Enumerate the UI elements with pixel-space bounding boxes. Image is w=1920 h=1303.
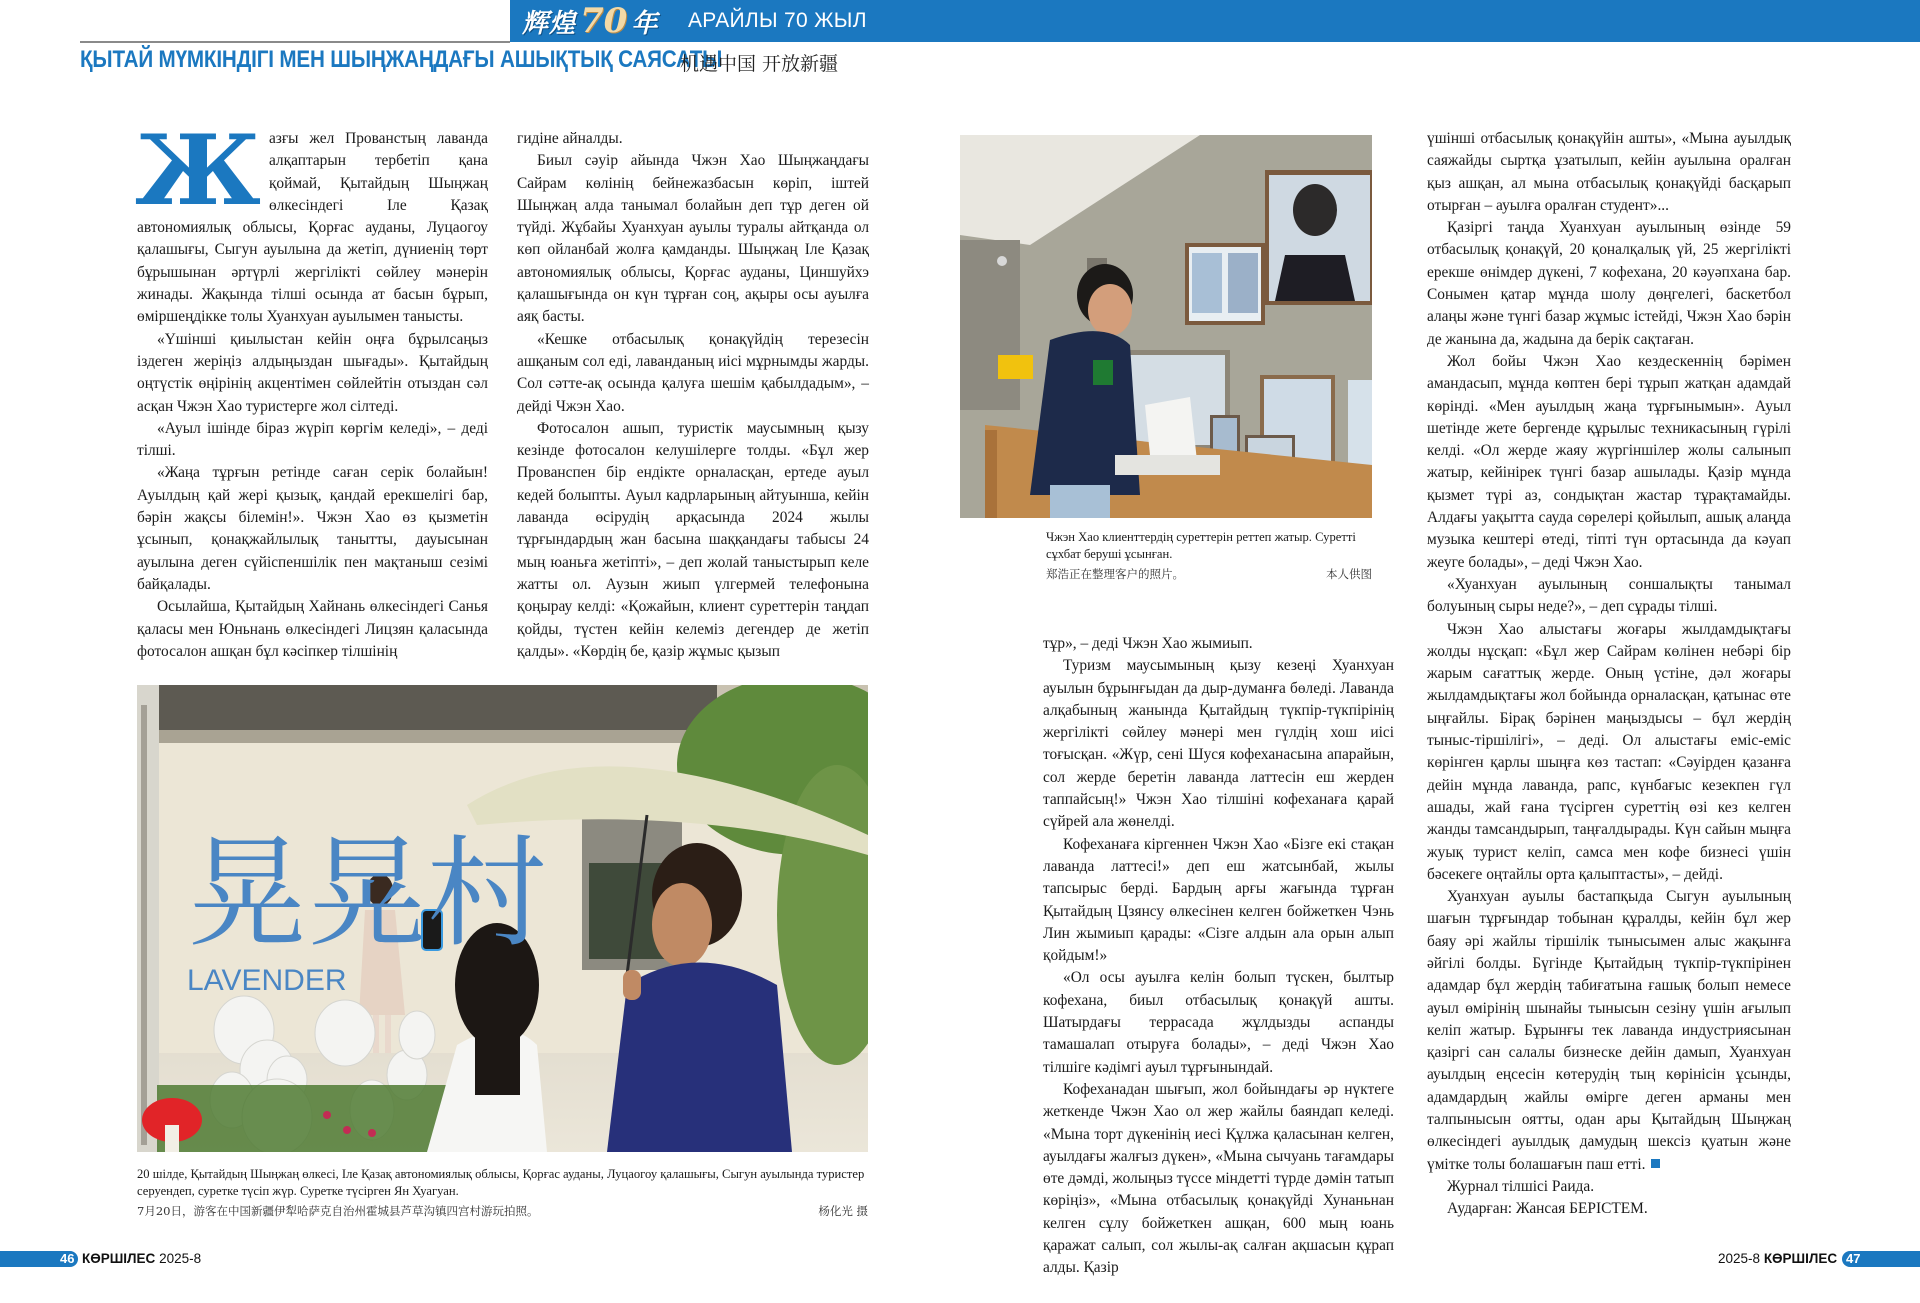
article-column-3 — [1043, 633, 1394, 1280]
magazine-name: КӨРШІЛЕС — [1763, 1251, 1838, 1266]
paragraph: «Кешке отбасылық қонақүйдің терезесін ашқаным сол еді, лаванданың иісі мұрнымды жарды. Сол сәтте-ақ осында қалуға шешім қабылдадым», – дейді Чжэн Хао. — [517, 330, 869, 415]
series-logo-cn-a: 辉煌 — [522, 8, 577, 39]
series-banner — [510, 0, 1920, 42]
paragraph: үшінші отбасылық қонақүйін ашты», «Мына ауылдық саяжайды сыртқа ұзатылып, кейін ауылына оралған қыз ашқан, ал мына отбасылық қонақүйді басқарып отырған – ауылға оралған студент»... — [1427, 130, 1791, 214]
byline-translator: Аударған: Жансая БЕРІСТЕМ. — [1447, 1200, 1648, 1218]
wall-sign-cn: 晃晃村 — [187, 825, 547, 964]
paragraph: «Хуанхуан ауылының соншалықты танымал болуының сыры неде?», – деп сұрады тілші. — [1427, 575, 1791, 616]
photo-lavender-village — [137, 685, 868, 1152]
paragraph: «Үшінші қиылыстан кейін оңға бұрылсаңыз іздеген жеріңіз алдыңыздан шығады». Қытайдың оңтүстік өңірінің акцентімен сөйлейтін отыздан сәл асқан Чжэн Хао туристерге жол сілтеді. — [137, 330, 488, 415]
paragraph: Кофеханаға кіргеннен Чжэн Хао «Бізге екі стақан лаванда латтесі!» деп еш жатсынбай, жылы тапсырыс берді. Бардың арғы жағында тұрған Қытайдың Цзянсу өлкесінен келген бойжеткен Чэнь Лин жымиып қарады: «Сізге алдын ала орын алып қойдым!» — [1043, 835, 1394, 965]
header-rule — [80, 41, 510, 43]
paragraph: «Ол осы ауылға келін болып түскен, былтыр кофехана, биыл отбасылық қонақүй ашты. Шатырдағы террасада жұлдызды аспанды тамашалап отыруға болады», – деді Чжэн Хао тілшіге кәдімгі ауыл тұрғынындай. — [1043, 969, 1394, 1076]
paragraph: Жазғы жел Прованстың лаванда алқаптарын тербетіп қана қоймай, Қытайдың Шыңжаң өлкесіндегі Іле Қазақ автономиялық облысы, Қорғас ауданы, Луцаогоу қалашығы, Сыгун ауылына да жетіп, дүниенің төрт бұрышынан әртүрлі жергілікті сөйлеу мәнерін жинады. Жақында тілші осында ат басын бұрып, өміршеңдікке толы Хуанхуан ауылымен танысты. — [135, 114, 488, 326]
photo-lavender-village-caption — [137, 1166, 868, 1220]
paragraph: Осылайша, Қытайдың Хайнань өлкесіндегі Санья қаласы мен Юньнань өлкесіндегі Лицзян қаласында фотосалон ашқан бұл кәсіпкер тілшінің — [137, 598, 488, 660]
byline-reporter: Журнал тілшісі Раида. — [1447, 1177, 1595, 1195]
photo-credit: 本人供图 — [1326, 567, 1372, 581]
photo-studio-caption — [1046, 529, 1372, 583]
section-title-kz: ҚЫТАЙ МҮМКІНДІГІ МЕН ШЫҢЖАҢДАҒЫ АШЫҚТЫҚ САЯСАТЫ — [80, 46, 723, 73]
series-logo-number: 70 — [580, 1, 628, 41]
paragraph: Жол бойы Чжэн Хао кездескеннің бәрімен амандасып, мұнда көптен бері тұрып жатқан адамдай көрінді. «Мен ауылдың жаңа тұрғынымын». Ауыл шетінде жете бергенде құрылыс техникасының гүрілі келді. «Ол жерде жаяу жүргіншілер жолы салынып жатыр, кейінірек түнгі базар ашылады. Қазір мұнда қызмет түрі аз, сондықтан жастар тұрақтамайды. Алдағы уақытта сауда сөрелері қойылып, ашық алаңда музыка кештері өтеді, тіпті түн ортасында да кәуап жеуге болады», – деді Чжэн Хао. — [1427, 352, 1791, 571]
paragraph: Кофеханадан шығып, жол бойындағы әр нүктеге жеткенде Чжэн Хао ол жер жайлы баяндап келеді. «Мына торт дүкенінің иесі Құлжа қаласынан келген, ауылдағы жалғыз дүкен», «Мына сычуань тағамдары өте дәмді, жолыңыз түссе міндетті түрде дәмін татып көріңіз», «Мына отбасылық қонақүйді Хунаньнан келген сұлу бойжеткен ашқан, 600 мың юань қаражат салып, сол жылы-ақ салған ақшасын құрап алды. Қазір — [1043, 1080, 1394, 1277]
paragraph: Хуанхуан ауылы бастапқыда Сыгун ауылының шағын тұрғындар тобынан құралды, кейін бұл жер баяу әрі жайлы тіршілік тынысымен алыс жақынға әйгілі болды. Бүгінде Қытайдың түкпір-түкпірінен адамдар бұл жердің табиғатына ғашық болып немесе ауыл өмірінің шынайы тынысын сезіну үшін ағылып келіп жатыр. Бұрынғы тек лаванда индустриясынан қазіргі сан салалы бизнеске дейін дамып, Хуанхуан ауылдың еңсесін көтерудің тың көрінісін ұсынды, адамдардың жайлы өмірге деген арманы мен талпынысын оятты, одан ары Қытайдың Шыңжаң өлкесіндегі ауылдық дамудың шексіз қуатын және үмітке толы болашағын паш етті. — [1427, 888, 1791, 1173]
byline — [1427, 1176, 1791, 1221]
series-logo-cn-b: 年 — [631, 8, 659, 39]
paragraph: Чжэн Хао алыстағы жоғары жылдамдықтағы жолды нұсқап: «Бұл жер Сайрам көлінен небәрі бір жарым сағаттық жерде. Оның үстіне, дәл жоғары жылдамдықтағы жол бойында орналасқан, қатынас өте ыңғайлы. Бірақ бәрінен маңыздысы – бұл жердің тыныс-тіршілігі», – деді. Ол алыстағы еміс-еміс көрінген қарлы шыңға көз тастап: «Сәуірден қазанға дейін мұнда лаванда, рапс, күнбағыс кезекпен гүл ашады, жай ғана түсірген суреттің өзі кез келген жанды тамсандырып, таңғалдырады. Күн сайын мыңға жуық турист келіп, самса мен кофе бизнесі үшін бәсекеге оңтайлы орта қалыптасты», – дейді. — [1427, 620, 1791, 883]
caption-cn: 7月20日，游客在中国新疆伊犁哈萨克自治州霍城县芦草沟镇四宫村游玩拍照。 — [137, 1204, 539, 1218]
end-of-article-mark — [1651, 1159, 1660, 1168]
article-column-4 — [1427, 128, 1791, 1221]
caption-cn-row — [137, 1203, 868, 1220]
paragraph: «Ауыл ішінде біраз жүріп көргім келеді», – деді тілші. — [137, 419, 488, 460]
footer-left-label — [82, 1251, 201, 1267]
wall-sign-en: LAVENDER — [187, 964, 347, 997]
caption-cn-row — [1046, 566, 1372, 583]
photo-lavender-village-image — [137, 685, 868, 1152]
paragraph: Биыл сәуір айында Чжэн Хао Шыңжаңдағы Сайрам көлінің бейнежазбасын көріп, іштей Шыңжаң алда танымал болайын деп тұр деген ой түйді. Жұбайы Хуанхуан ауылы туралы айтқанда ол көп ойланбай жолға қамданды. Шыңжаң Іле Қазақ автономиялық облысы, Қорғас ауданы, Циншуйхэ қалашығында он күн тұрған соң, ақыры осы ауылға аяқ басты. — [517, 152, 869, 326]
photo-credit: 杨化光 摄 — [818, 1204, 868, 1218]
caption-kz: Чжэн Хао клиенттердің суреттерін реттеп жатыр. Суретті сұхбат беруші ұсынған. — [1046, 530, 1356, 561]
article-column-1 — [135, 114, 488, 663]
page-number-left: 46 — [60, 1251, 75, 1266]
issue-number: 2025-8 — [1718, 1251, 1761, 1266]
paragraph: тұр», – деді Чжэн Хао жымиып. — [1043, 635, 1253, 652]
footer-right-label — [1718, 1251, 1837, 1267]
page-number-right: 47 — [1846, 1251, 1861, 1266]
paragraph: Туризм маусымының қызу кезеңі Хуанхуан ауылын бұрынғыдан да дыр-думанға бөледі. Лаванда алқабының жанында Қытайдың түкпір-түкпірінің жергілікті сөйлеу мәнері мен гүлдің хош иісі тоғысқан. «Жүр, сені Шуся кофеханасына апарайын, сол жерде беретін лаванда латтесін еш жерден таппайсың!» Чжэн Хао тілшіні кофеханаға қарай сүйрей ала жөнелді. — [1043, 657, 1394, 831]
series-subtitle: АРАЙЛЫ 70 ЖЫЛ — [688, 9, 867, 32]
magazine-name: КӨРШІЛЕС — [82, 1251, 156, 1266]
section-title — [80, 46, 839, 75]
photo-studio-image — [960, 135, 1372, 518]
paragraph: «Жаңа тұрғын ретінде саған серік болайын! Ауылдың қай жері қызық, қандай ерекшелігі бар, бәрін жақсы білемін!». Чжэн Хао өз қызметін ұсынып, қонақжайлылық танытты, дауысынан ауылына деген сүйіспеншілік пен мақтаныш сезімі байқалады. — [137, 464, 488, 593]
paragraph: Фотосалон ашып, туристік маусымның қызу кезінде фотосалон келушілерге толды. «Бұл жер Прованспен бір ендікте орналасқан, ертеде ауыл кедей болыпты. Ауыл кадрларының айтуынша, кейін лаванда өсірудің арқасында 2024 жылы тұрғындардың жан басына шаққандағы табысы 24 мың юаньға жетіпті», – деп жолай таныстырып келе жатты ол. Аузын жиып үлгермей телефонына қоңырау келді: «Қожайын, клиент суреттерін таңдап қойды, түстен кейін келеміз дегендер де жетіп қалды». «Көрдің бе, қазір жұмыс қызып — [517, 419, 869, 660]
caption-kz: 20 шілде, Қытайдың Шыңжаң өлкесі, Іле Қазақ автономиялық облысы, Қорғас ауданы, Луцаогоу қалашығы, Сыгун ауылында туристер серуендеп, суретке түсіп жүр. Суретке түсірген Ян Хуагуан. — [137, 1167, 865, 1198]
paragraph: Қазіргі таңда Хуанхуан ауылының өзінде 59 отбасылық қонақүй, 20 қоналқалық үй, 25 жергілікті ерекше өнімдер дүкені, 7 кофехана, 20 кәуәпхана бар. Сонымен қатар мұнда шолу дөңгелегі, баскетбол алаңы және түнгі базар жұмыс істейді, Чжэн Хао бәрін де жанына да, жадына да берік сақтаған. — [1427, 219, 1791, 348]
article-column-2 — [517, 128, 869, 663]
series-logo — [522, 3, 658, 39]
paragraph: гидіне айналды. — [517, 130, 623, 147]
issue-number: 2025-8 — [159, 1251, 202, 1266]
caption-cn: 郑浩正在整理客户的照片。 — [1046, 567, 1184, 581]
drop-cap: Ж — [135, 114, 261, 227]
section-title-cn: 机遇中国 开放新疆 — [680, 53, 839, 75]
photo-studio — [960, 135, 1372, 518]
